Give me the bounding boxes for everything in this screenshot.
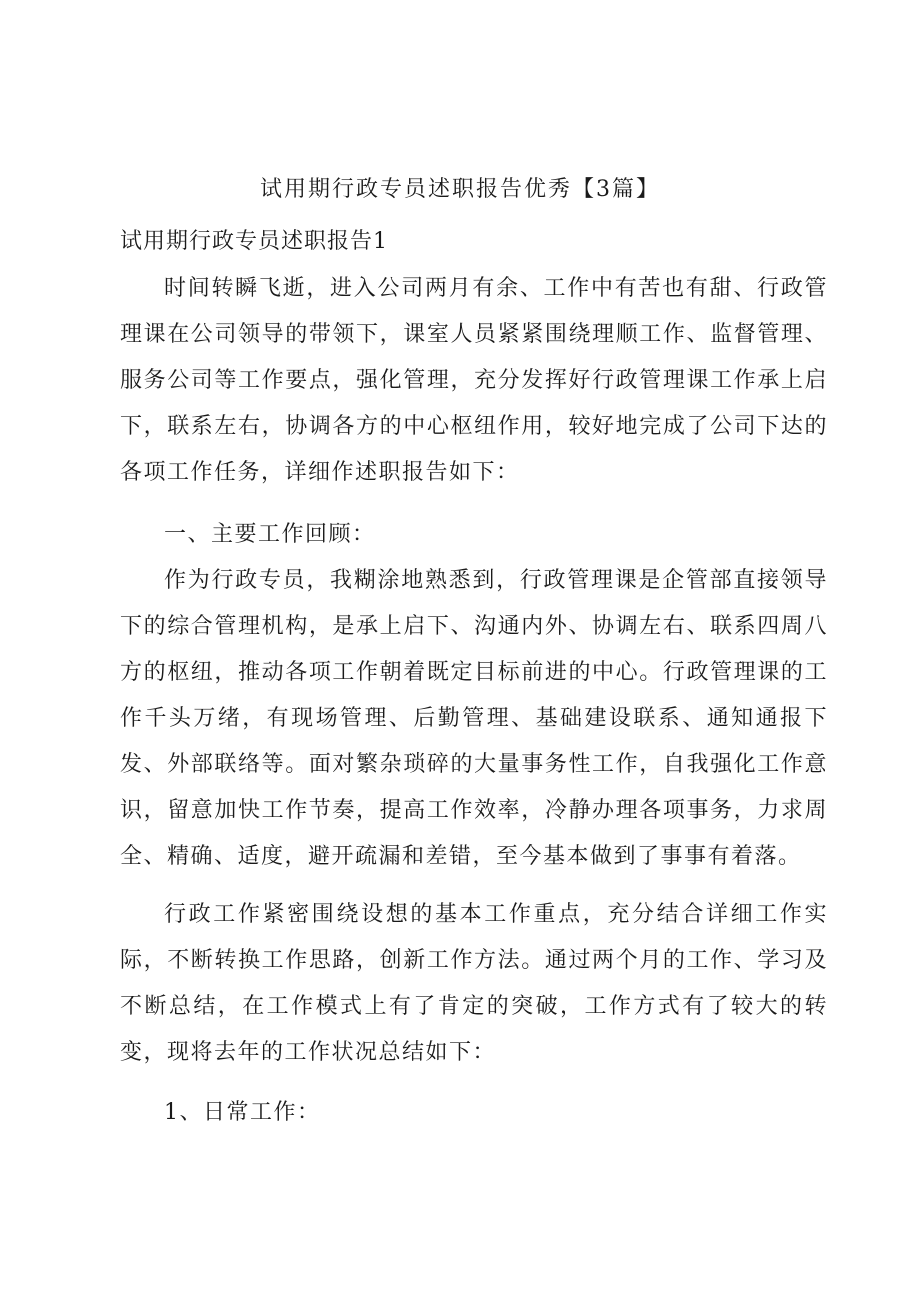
paragraph-intro: 时间转瞬飞逝，进入公司两月有余、工作中有苦也有甜、行政管理课在公司领导的带领下，课室人员紧紧围绕理顺工作、监督管理、服务公司等工作要点，强化管理，充分发挥好行政管理课工作承上启下，联系左右，协调各方的中心枢纽作用，较好地完成了公司下达的各项工作任务，详细作述职报告如下： [120,276,828,485]
paragraph-summary: 行政工作紧密围绕设想的基本工作重点，充分结合详细工作实际，不断转换工作思路，创新工作方法。通过两个月的工作、学习及不断总结，在工作模式上有了肯定的突破，工作方式有了较大的转变，现将去年的工作状况总结如下： [120,902,828,1065]
section-subtitle: 试用期行政专员述职报告1 [120,229,388,254]
heading-daily-work: 1、日常工作： [164,1100,321,1125]
heading-work-review: 一、主要工作回顾： [164,522,376,547]
document-title: 试用期行政专员述职报告优秀【3篇】 [260,177,660,202]
paragraph-role: 作为行政专员，我糊涂地熟悉到，行政管理课是企管部直接领导下的综合管理机构，是承上启下、沟通内外、协调左右、联系四周八方的枢纽，推动各项工作朝着既定目标前进的中心。行政管理课的工作千头万绪，有现场管理、后勤管理、基础建设联系、通知通报下发、外部联络等。面对繁杂琐碎的大量事务性工作，自我强化工作意识，留意加快工作节奏，提高工作效率，冷静办理各项事务，力求周全、精确、适度，避开疏漏和差错，至今基本做到了事事有着落。 [120,568,828,869]
